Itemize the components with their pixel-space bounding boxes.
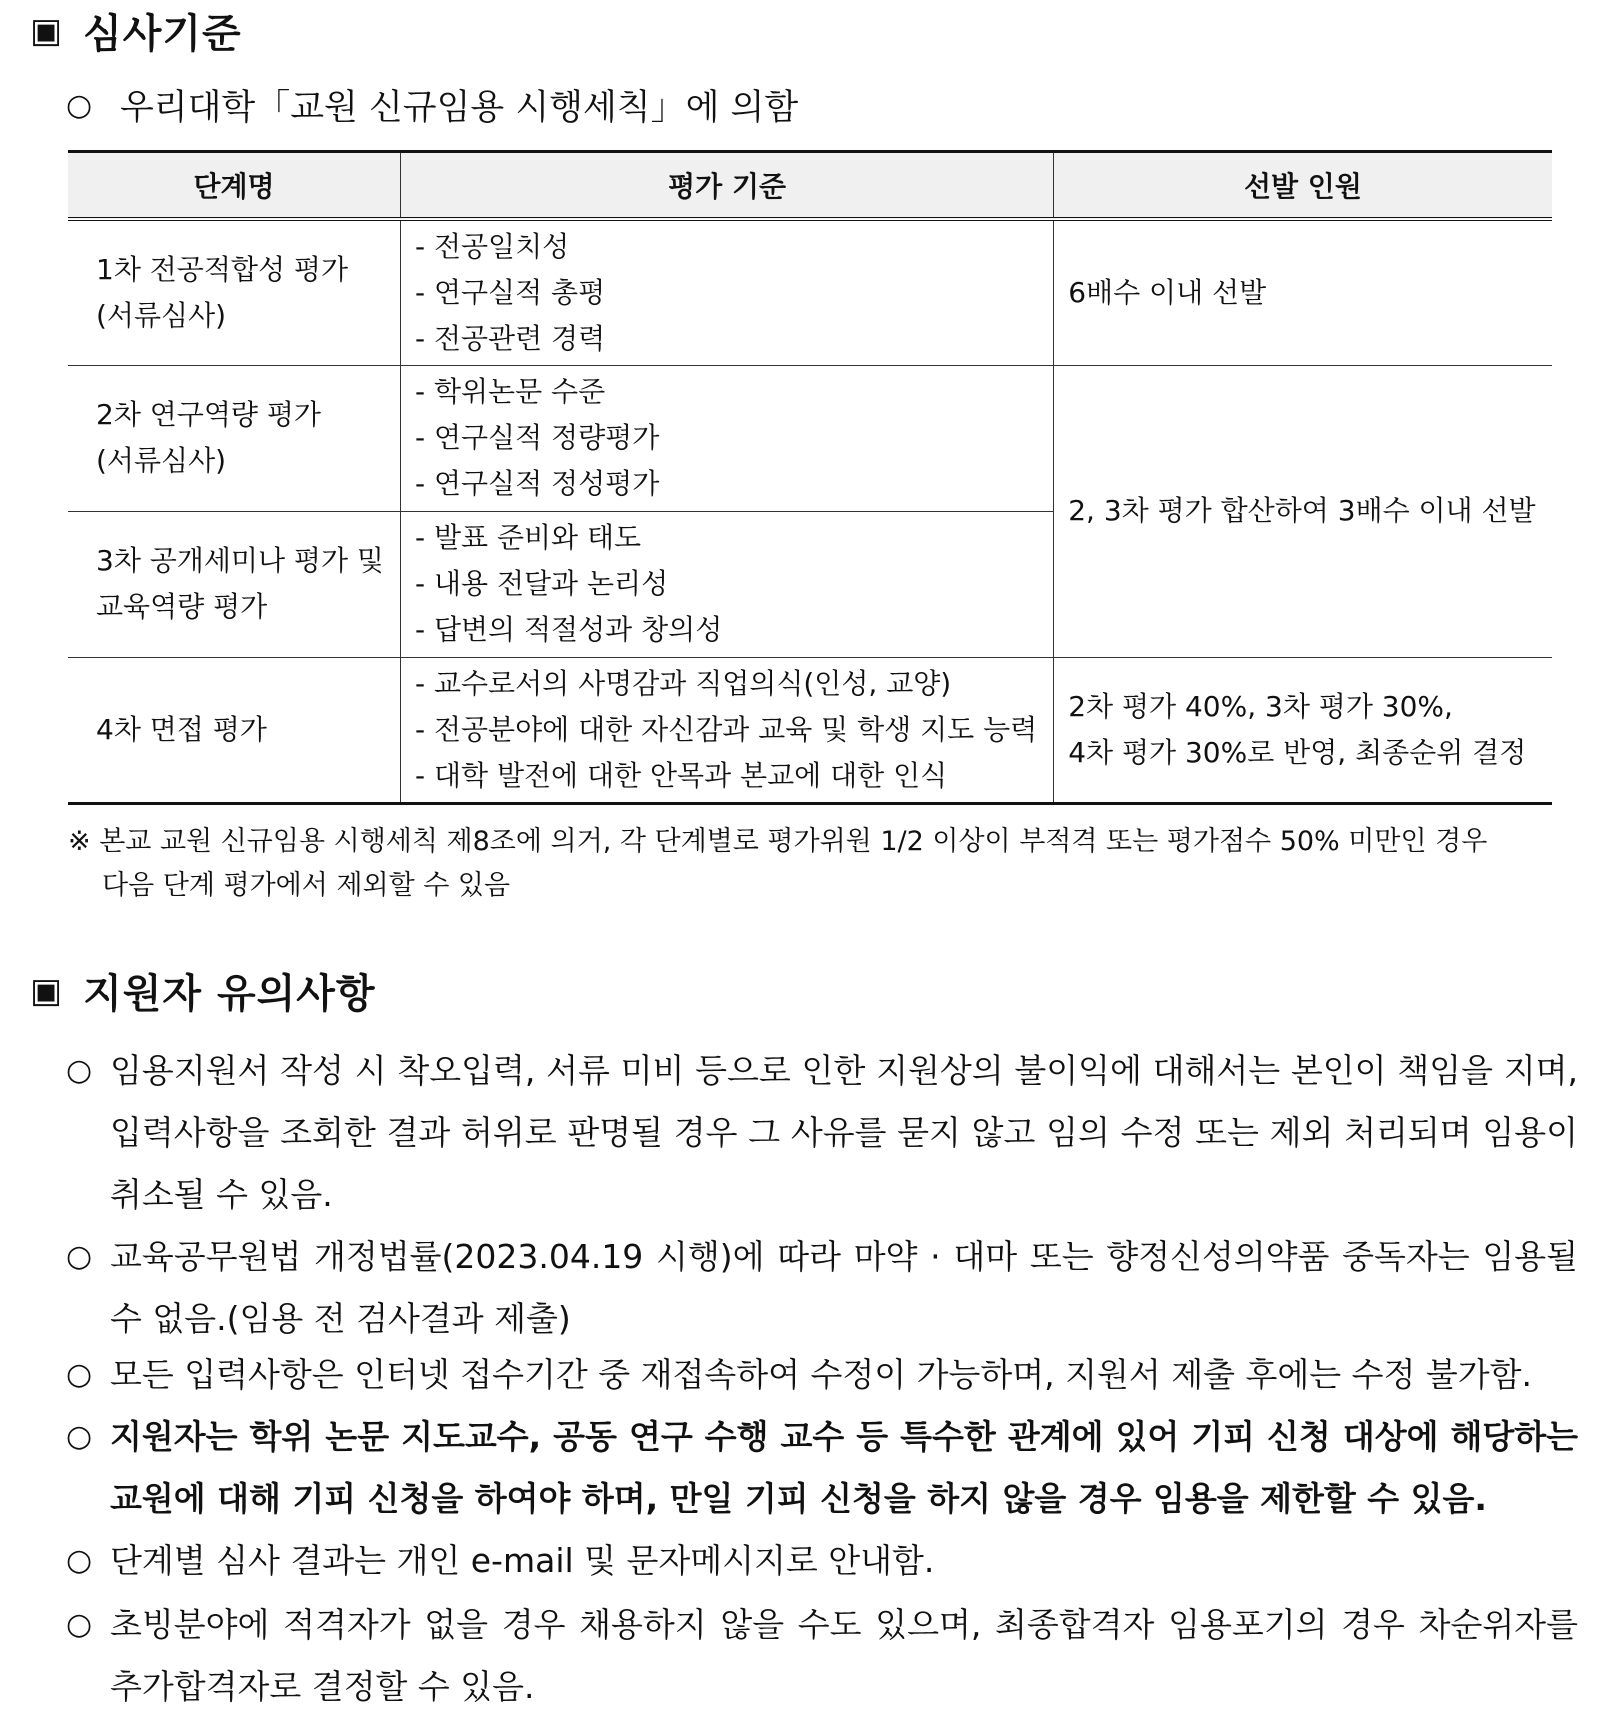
criteria-item: - 연구실적 총평 <box>414 275 606 309</box>
table-row <box>68 219 1552 365</box>
notice-text: 초빙분야에 적격자가 없을 경우 채용하지 않을 수도 있으며, 최종합격자 임용포기의 경우 차순위자를 추가합격자로 결정할 수 있음. <box>110 1605 1578 1706</box>
stage-name: 1차 전공적합성 평가 <box>96 252 349 286</box>
notice-text: 임용지원서 작성 시 착오입력, 서류 미비 등으로 인한 지원상의 불이익에 대해서는 본인이 책임을 지며, 입력사항을 조회한 결과 허위로 판명될 경우 그 사유를 묻지 않고 임의 수정 또는 제외 처리되며 임용이 취소될 수 있음. <box>110 1051 1579 1214</box>
criteria-item: - 답변의 적절성과 창의성 <box>414 613 723 646</box>
stage-name: 2차 연구역량 평가 <box>96 398 321 431</box>
criteria-cell <box>400 511 1053 657</box>
criteria-item: - 내용 전달과 논리성 <box>414 567 669 600</box>
notice-text: 모든 입력사항은 인터넷 접수기간 중 재접속하여 수정이 가능하며, 지원서 제출 후에는 수정 불가함. <box>110 1355 1532 1394</box>
table-row <box>68 657 1552 803</box>
notice-item-emphasis <box>66 1406 1578 1530</box>
notice-item <box>66 1226 1578 1350</box>
stage-cell <box>68 365 400 511</box>
selection-cell: 6배수 이내 선발 <box>1054 219 1552 365</box>
header-criteria: 평가 기준 <box>400 152 1053 220</box>
circle-bullet-icon: ○ <box>66 87 93 123</box>
notice-item <box>66 1594 1578 1718</box>
criteria-table <box>68 150 1552 805</box>
selection-line: 2차 평가 40%, 3차 평가 30%, <box>1068 689 1453 723</box>
footnote-line: 다음 단계 평가에서 제외할 수 있음 <box>102 870 511 901</box>
footnote-line: ※ 본교 교원 신규임용 시행세칙 제8조에 의거, 각 단계별로 평가위원 1/2 이상이 부적격 또는 평가점수 50% 미만인 경우 <box>68 826 1488 857</box>
criteria-item: - 연구실적 정성평가 <box>414 467 660 500</box>
stage-cell <box>68 657 400 803</box>
notice-item <box>66 1530 1578 1592</box>
criteria-item: - 전공분야에 대한 자신감과 교육 및 학생 지도 능력 <box>414 712 1038 746</box>
criteria-item: - 학위논문 수준 <box>414 375 606 408</box>
section-title: 심사기준 <box>83 11 242 57</box>
notice-item <box>66 1040 1578 1226</box>
square-bullet-icon: ▣ <box>30 970 64 1011</box>
section-heading-notes <box>30 962 376 1019</box>
square-bullet-icon: ▣ <box>30 10 64 51</box>
circle-bullet-icon: ○ <box>66 1053 93 1088</box>
stage-name: 4차 면접 평가 <box>96 712 267 746</box>
notice-text: 지원자는 학위 논문 지도교수, 공동 연구 수행 교수 등 특수한 관계에 있어 기피 신청 대상에 해당하는 교원에 대해 기피 신청을 하여야 하며, 만일 기피 신청을 하지 않을 경우 임용을 제한할 수 있음. <box>110 1417 1578 1518</box>
circle-bullet-icon: ○ <box>66 1543 93 1578</box>
stage-cell <box>68 219 400 365</box>
table-row <box>68 365 1552 511</box>
stage-note: (서류심사) <box>96 298 227 332</box>
footnote <box>68 820 1538 908</box>
section-title: 지원자 유의사항 <box>83 971 376 1017</box>
criteria-item: - 교수로서의 사명감과 직업의식(인성, 교양) <box>414 666 952 700</box>
header-stage: 단계명 <box>68 152 400 220</box>
criteria-item: - 발표 준비와 태도 <box>414 521 642 554</box>
section-heading-criteria <box>30 2 242 59</box>
circle-bullet-icon: ○ <box>66 1239 93 1274</box>
notice-text: 단계별 심사 결과는 개인 e-mail 및 문자메시지로 안내함. <box>110 1541 935 1580</box>
notice-item <box>66 1344 1578 1406</box>
criteria-cell <box>400 365 1053 511</box>
circle-bullet-icon: ○ <box>66 1419 93 1454</box>
subtitle-text: 우리대학「교원 신규임용 시행세칙」에 의함 <box>120 88 799 128</box>
selection-cell <box>1054 657 1552 803</box>
circle-bullet-icon: ○ <box>66 1357 93 1392</box>
header-selection: 선발 인원 <box>1054 152 1552 220</box>
criteria-item: - 연구실적 정량평가 <box>414 421 660 454</box>
criteria-item: - 전공관련 경력 <box>414 321 606 355</box>
table-header-row <box>68 152 1552 220</box>
stage-cell <box>68 511 400 657</box>
circle-bullet-icon: ○ <box>66 1607 93 1642</box>
criteria-item: - 대학 발전에 대한 안목과 본교에 대한 인식 <box>414 758 948 792</box>
criteria-item: - 전공일치성 <box>414 229 570 263</box>
stage-note: 교육역량 평가 <box>96 590 268 623</box>
criteria-cell <box>400 657 1053 803</box>
criteria-subtitle <box>66 80 798 130</box>
selection-line: 4차 평가 30%로 반영, 최종순위 결정 <box>1068 735 1527 769</box>
selection-cell: 2, 3차 평가 합산하여 3배수 이내 선발 <box>1054 365 1552 657</box>
stage-note: (서류심사) <box>96 444 227 477</box>
criteria-cell <box>400 219 1053 365</box>
notice-text: 교육공무원법 개정법률(2023.04.19 시행)에 따라 마약 · 대마 또는 향정신성의약품 중독자는 임용될 수 없음.(임용 전 검사결과 제출) <box>110 1237 1578 1338</box>
stage-name: 3차 공개세미나 평가 및 <box>96 544 384 577</box>
